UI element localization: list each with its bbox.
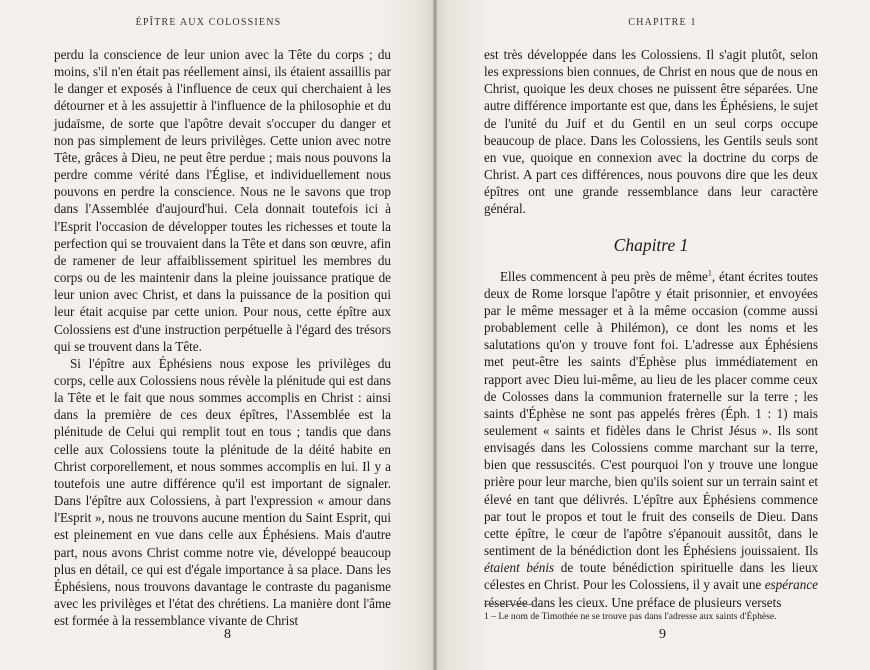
text-run: , étant écrites toutes deux de Rome lorsque l'apôtre y était prisonnier, et envoyées par le même messager et à la même occasion (comme aussi probablement celle à Philémon), ce dont les noms et les salutations qu'on y trouve font foi. L'adresse aux Éphésiens met peut-être les saints d'Éphèse plus immédiatement en rapport avec Dieu lui-même, au lieu de les placer comme ceux de Colosses dans la communion fraternelle sur la terre ; les saints d'Éphèse ne sont pas appelés frères (Éph. 1 : 1) mais seulement « saints et fidèles dans le Christ Jésus ». Ils sont envisagés dans les Colossiens comme marchant sur la terre, bien que ressuscités. C'est pourquoi l'on y trouve une longue prière pour leur marche, bien qu'ils soient sur un terrain saint et élevé en tant que délivrés. L'épître aux Éphésiens commence par tout le propos et tout le fruit des conseils de Dieu. Dans cette épître, le cœur de l'apôtre s'épanouit aussitôt, dans le sentiment de la bénédiction dont les Éphésiens jouissaient. Ils — [484, 268, 819, 559]
italic-text: étaient bénis — [484, 560, 555, 576]
paragraph — [484, 268, 818, 611]
running-head-left: ÉPÎTRE AUX COLOSSIENS — [135, 17, 282, 28]
italic-text: espérance — [764, 577, 818, 593]
text-run: de toute bénédiction spirituelle dans les lieux célestes en Christ. Pour les Colossiens, il y avait une — [484, 560, 819, 593]
text-run: Elles commencent à peu près de même — [500, 268, 708, 284]
paragraph: est très développée dans les Colossiens. Il s'agit plutôt, selon les expressions bien connues, de Christ en nous que de nous en Christ, quoique les deux choses ne puissent être séparées. Une autre différence importante est que, dans les Éphésiens, le sujet de l'unité du Juif et du Gentil en un seul corps occupe beaucoup de place. Dans les Colossiens, les Gentils seuls sont en vue, quoique en connexion avec la doctrine du corps de Christ. A part ces différences, nous pouvons dire que les deux épîtres ont une grande ressemblance dans leur caractère général. — [484, 47, 818, 217]
running-head-right: CHAPITRE 1 — [628, 17, 697, 28]
right-page — [435, 0, 870, 670]
chapter-heading: Chapitre 1 — [613, 234, 689, 255]
footnote-rule — [484, 604, 534, 605]
book-gutter — [433, 0, 437, 670]
page-number-left: 8 — [224, 627, 231, 642]
footnote: 1 – Le nom de Timothée ne se trouve pas dans l'adresse aux saints d'Éphèse. — [484, 611, 777, 622]
paragraph: perdu la conscience de leur union avec la Tête du corps ; du moins, s'il n'en était pas réellement ainsi, ils étaient assaillis par le danger et exposés à l'influence de ceux qui cherchaient à les détourner et à les assujettir à l'influence de la philosophie et du judaïsme, de sorte que l'apôtre devait s'occuper du danger et non pas simplement de leurs privilèges. Cette union avec notre Tête, grâces à Dieu, ne peut être perdue ; mais nous pouvons la perdre comme vérité dans l'Église, et individuellement nous pouvons en perdre la conscience. Nous ne le savons que trop dans l'Assemblée d'aujourd'hui. Cela donnait toutefois ici à l'Esprit l'occasion de développer toutes les richesses et toute la perfection qui se trouvaient dans la Tête et dans son œuvre, afin de ramener de leur affaiblissement spirituel les membres du corps ou de les maintenir dans la pleine jouissance pratique de leur union avec Christ, et dans la puissance de la position qui leur était acquise par cette union. Pour nous, cette épître aux Colossiens est d'une instruction perpétuelle à l'égard des trésors qui se trouvent dans la Tête. — [54, 47, 391, 354]
paragraph: Si l'épître aux Éphésiens nous expose les privilèges du corps, celle aux Colossiens nous révèle la plénitude qui est dans la Tête et le fait que nous sommes accomplis en Christ : ainsi dans la première de ces deux épîtres, l'Assemblée est la plénitude de Celui qui remplit tout en tous ; tandis que dans celle aux Colossiens toute la plénitude de la déité habite en Christ corporellement, et nous sommes accomplis en lui. Il y a toutefois une autre différence qu'il est important de signaler. Dans l'épître aux Colossiens, à part l'expression « amour dans l'Esprit », nous ne trouvons aucune mention du Saint Esprit, qui est pleinement en vue dans celle aux Éphésiens. Mais d'autre part, nous avons Christ comme notre vie, développé beaucoup plus en détail, ce qui est d'égale importance à sa place. Dans les Éphésiens, nous trouvons davantage le contraste du paganisme avec les privilèges et l'état des chrétiens. La manière dont l'âme est formée à la ressemblance vivante de Christ — [54, 355, 391, 629]
footnote-marker: 1 — [707, 268, 712, 278]
left-page-body — [54, 46, 391, 629]
text-run: réservée dans les cieux. Une préface de plusieurs versets — [484, 594, 782, 610]
right-page-body — [484, 46, 818, 611]
page-number-right: 9 — [659, 627, 666, 642]
